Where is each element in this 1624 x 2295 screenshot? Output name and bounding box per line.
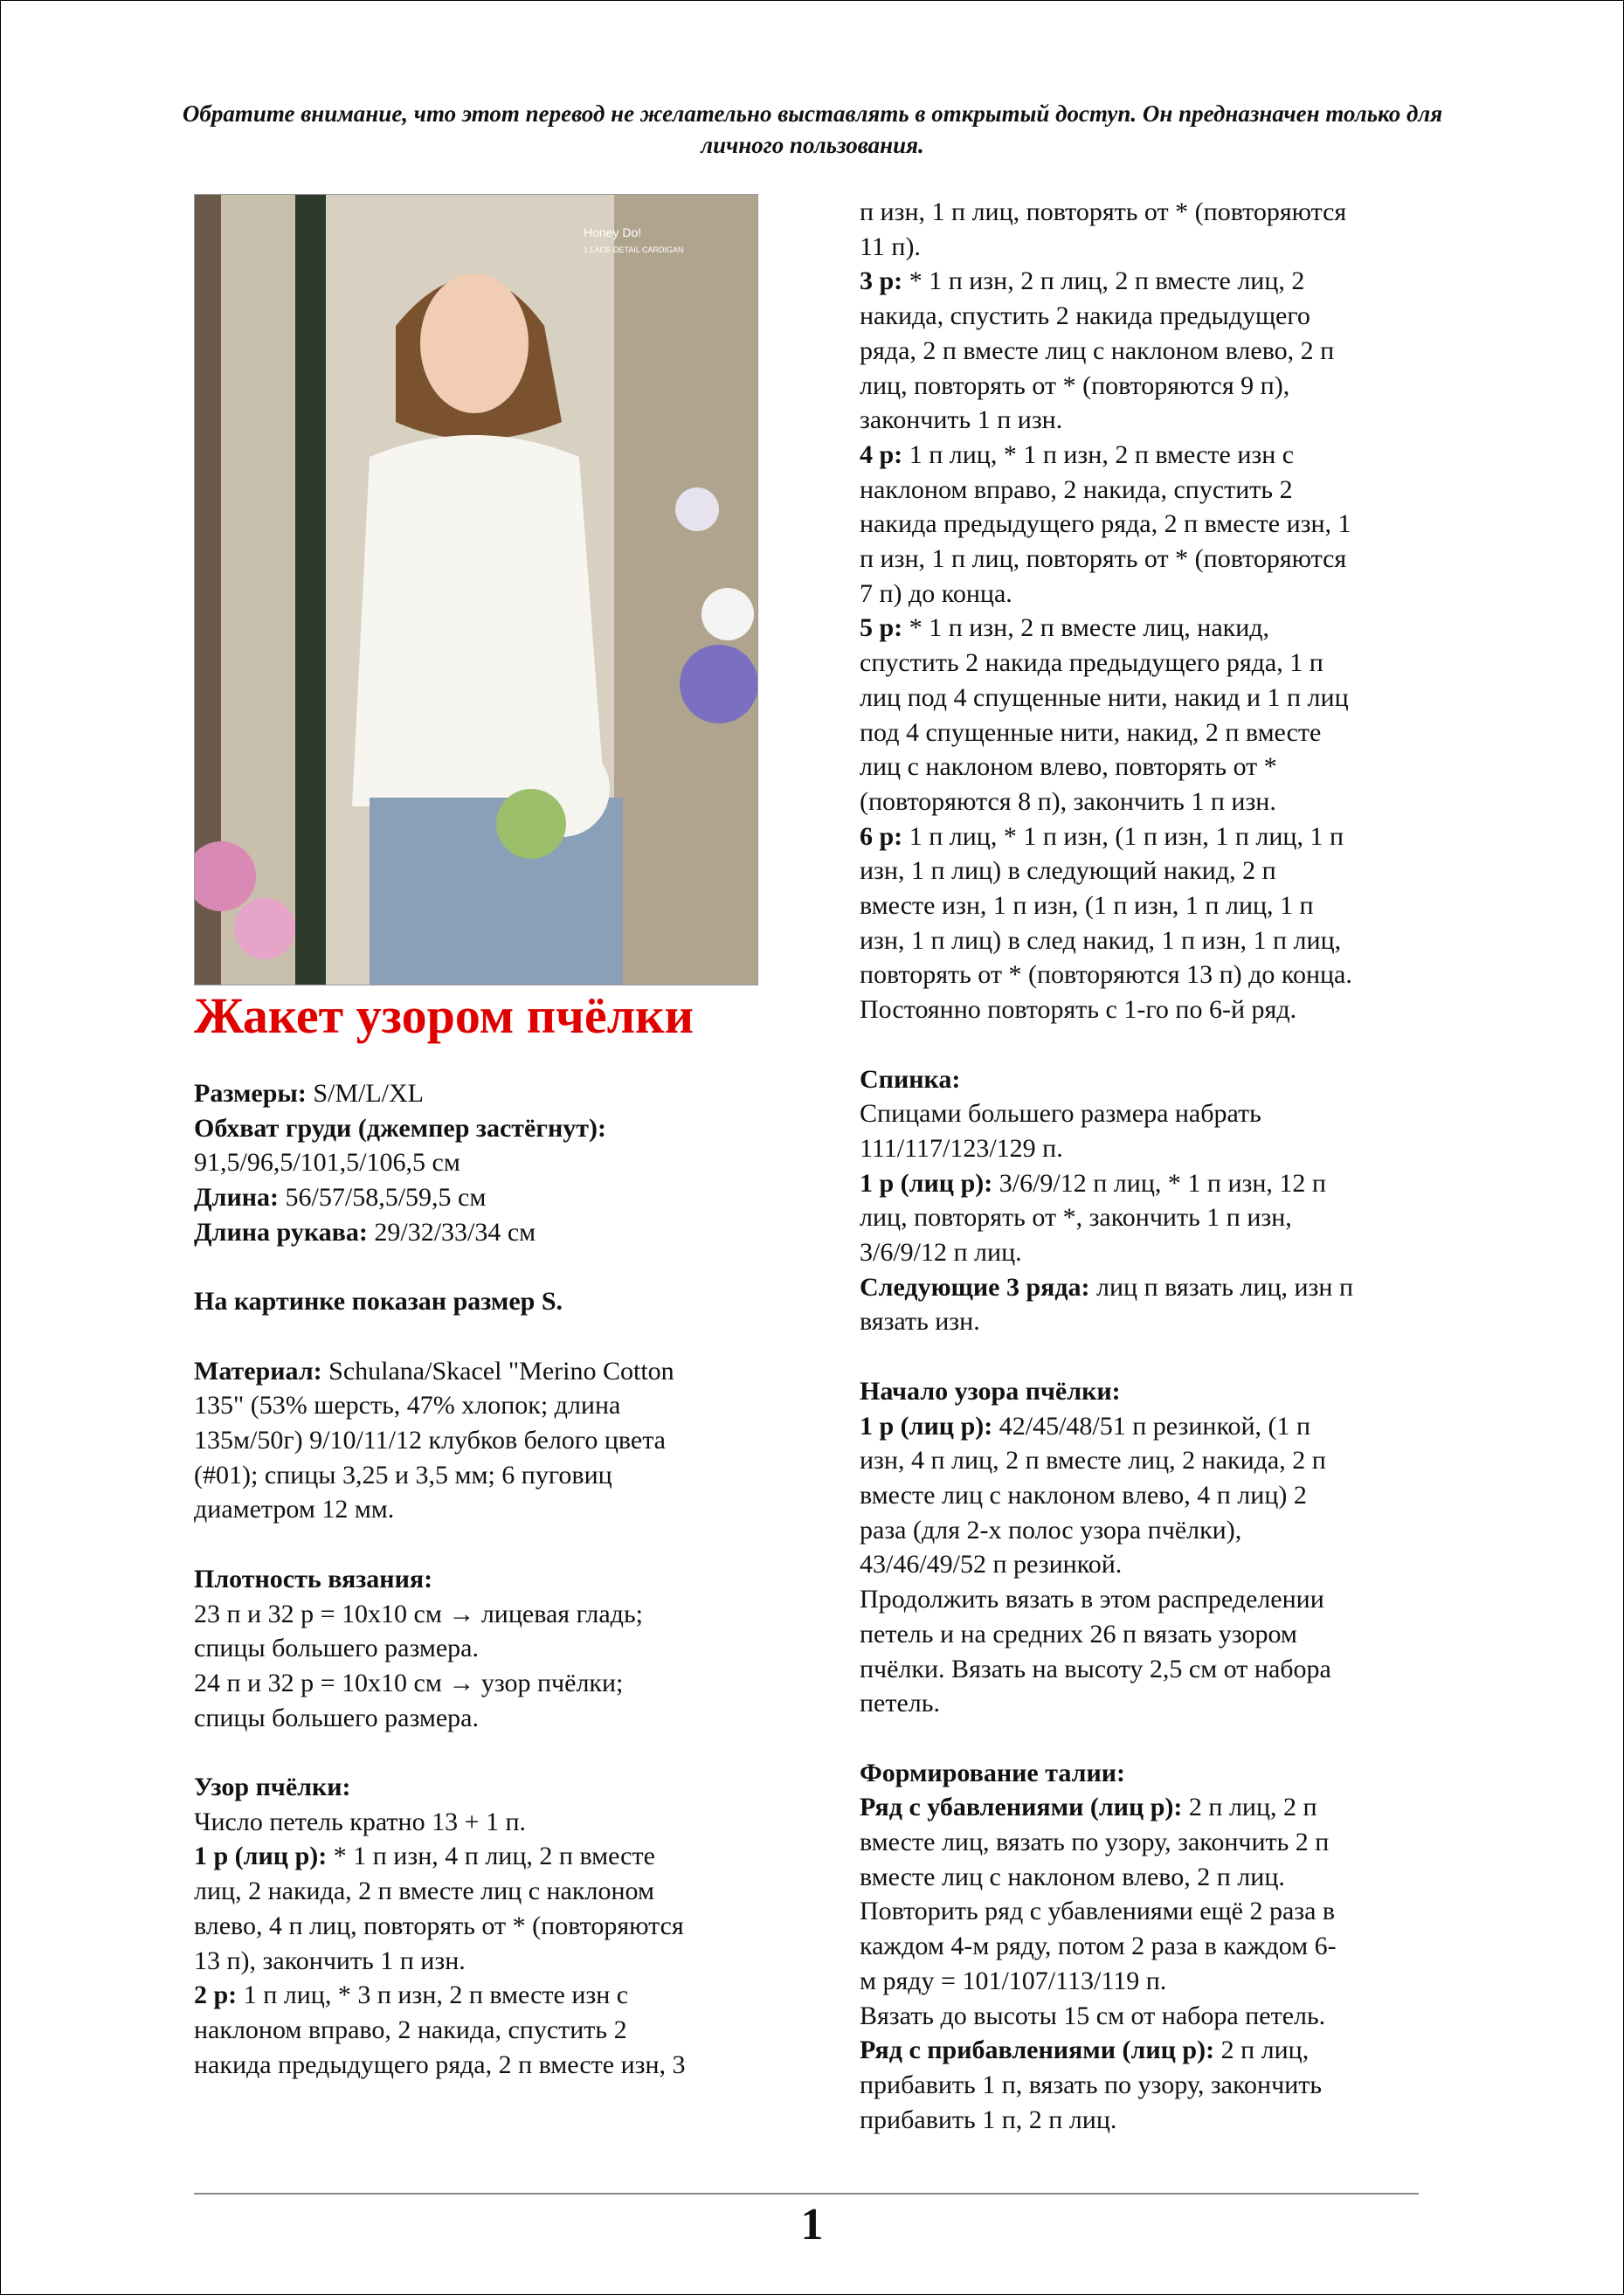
back-row1-label: 1 р (лиц р): — [860, 1168, 993, 1198]
photo-illustration — [195, 195, 757, 985]
bee-start-row1-line-3: вместе лиц с наклоном влево, 4 п лиц) 2 — [860, 1480, 1307, 1510]
repeat-instruction: Постоянно повторять с 1-го по 6-й ряд. — [860, 995, 1297, 1025]
right-column — [860, 195, 1462, 2137]
back-row1-line-2: лиц, повторять от *, закончить 1 п изн, — [860, 1203, 1292, 1233]
back-line-1: Спицами большего размера набрать — [860, 1099, 1261, 1129]
bee-start-row1-label: 1 р (лиц р): — [860, 1411, 993, 1441]
next3-line-1 — [860, 1270, 1462, 1305]
sleeve-value: 29/32/33/34 см — [374, 1217, 536, 1247]
height-instruction: Вязать до высоты 15 см от набора петель. — [860, 2001, 1326, 2030]
gauge-line-1: 23 п и 32 р = 10х10 см → лицевая гладь; — [194, 1599, 643, 1628]
material-line-3: 135м/50г) 9/10/11/12 клубков белого цвета — [194, 1426, 666, 1455]
bee-start-label: Начало узора пчёлки: — [860, 1376, 1121, 1406]
sizes-line — [194, 1076, 788, 1111]
gauge-line-3: 24 п и 32 р = 10х10 см → узор пчёлки; — [194, 1668, 624, 1697]
row5-text-1: * 1 п изн, 2 п вместе лиц, накид, — [902, 613, 1270, 643]
row3-line-2: накида, спустить 2 накида предыдущего — [860, 301, 1310, 331]
bee-pattern-label: Узор пчёлки: — [194, 1773, 351, 1801]
row4-line-1 — [860, 438, 1462, 473]
row5-line-4: под 4 спущенные нити, накид, 2 п вместе — [860, 717, 1322, 747]
row5-line-5: лиц с наклоном влево, повторять от * — [860, 752, 1277, 782]
continue-line-1: Продолжить вязать в этом распределении — [860, 1585, 1324, 1614]
repeat-decrease-line-3: м ряду = 101/107/113/119 п. — [860, 1966, 1167, 1995]
gauge-line-2: спицы большего размера. — [194, 1634, 479, 1663]
back-label: Спинка: — [860, 1064, 961, 1094]
row6-line-4: изн, 1 п лиц) в след накид, 1 п изн, 1 п лиц, — [860, 925, 1342, 955]
increase-label: Ряд с прибавлениями (лиц р): — [860, 2036, 1215, 2065]
back-line-2: 111/117/123/129 п. — [860, 1133, 1063, 1163]
row4-line-3: накида предыдущего ряда, 2 п вместе изн, 1 — [860, 509, 1351, 539]
row5-line-2: спустить 2 накида предыдущего ряда, 1 п — [860, 648, 1323, 678]
row3-line-5: закончить 1 п изн. — [860, 405, 1063, 435]
decrease-text-1: 2 п лиц, 2 п — [1182, 1793, 1317, 1822]
row6-line-3: вместе изн, 1 п изн, (1 п изн, 1 п лиц, 1 п — [860, 891, 1314, 921]
left-column — [194, 1076, 788, 2082]
row3-line-4: лиц, повторять от * (повторяются 9 п), — [860, 370, 1290, 400]
row2-line-1 — [194, 1978, 788, 2013]
model-photo — [194, 194, 758, 985]
row6-line-2: изн, 1 п лиц) в следующий накид, 2 п — [860, 856, 1276, 886]
row3-text-1: * 1 п изн, 2 п лиц, 2 п вместе лиц, 2 — [902, 266, 1305, 296]
row4-label: 4 р: — [860, 439, 903, 469]
length-label: Длина: — [194, 1183, 280, 1213]
page-title: Жакет узором пчёлки — [194, 987, 694, 1044]
sizes-label: Размеры: — [194, 1079, 307, 1108]
decrease-label: Ряд с убавлениями (лиц р): — [860, 1793, 1183, 1822]
row4-line-5: 7 п) до конца. — [860, 578, 1012, 608]
repeat-decrease-line-1: Повторить ряд с убавлениями ещё 2 раза в — [860, 1897, 1336, 1926]
next3-label: Следующие 3 ряда: — [860, 1272, 1090, 1302]
row3-line-1 — [860, 264, 1462, 299]
row2-label: 2 р: — [194, 1980, 238, 2010]
row2-line-4: п изн, 1 п лиц, повторять от * (повторяются — [860, 197, 1347, 226]
bee-start-row1-line-1 — [860, 1409, 1462, 1444]
continue-line-2: петель и на средних 26 п вязать узором — [860, 1619, 1297, 1649]
continue-line-3: пчёлки. Вязать на высоту 2,5 см от набора — [860, 1654, 1331, 1683]
row3-line-3: ряда, 2 п вместе лиц с наклоном влево, 2 п — [860, 335, 1335, 365]
footer-divider — [194, 2193, 1419, 2195]
material-label: Материал: — [194, 1356, 322, 1386]
next3-text-1: лиц п вязать лиц, изн п — [1089, 1272, 1354, 1302]
sizes-value: S/M/L/XL — [313, 1079, 424, 1108]
row2-text-1: 1 п лиц, * 3 п изн, 2 п вместе изн с — [237, 1980, 629, 2010]
row6-text-1: 1 п лиц, * 1 п изн, (1 п изн, 1 п лиц, 1 п — [902, 821, 1344, 851]
row6-line-5: повторять от * (повторяются 13 п) до конца. — [860, 960, 1352, 990]
row2-line-5: 11 п). — [860, 232, 921, 261]
material-line-5: диаметром 12 мм. — [194, 1495, 395, 1524]
bee-start-row1-line-4: раза (для 2-х полос узора пчёлки), — [860, 1515, 1242, 1545]
row2-line-3: накида предыдущего ряда, 2 п вместе изн, 3 — [194, 2050, 686, 2079]
sleeve-line — [194, 1215, 788, 1250]
row2-line-2: наклоном вправо, 2 накида, спустить 2 — [194, 2015, 627, 2044]
gauge-line-4: спицы большего размера. — [194, 1703, 479, 1732]
row5-label: 5 р: — [860, 613, 903, 643]
row1-line-2: лиц, 2 накида, 2 п вместе лиц с наклоном — [194, 1877, 654, 1906]
row5-line-3: лиц под 4 спущенные нити, накид и 1 п лиц — [860, 682, 1349, 712]
sleeve-label: Длина рукава: — [194, 1217, 368, 1247]
row5-line-1 — [860, 611, 1462, 646]
material-line-1 — [194, 1354, 788, 1389]
chest-value: 91,5/96,5/101,5/106,5 см — [194, 1148, 460, 1178]
magazine-caption-text: 1 LACE-DETAIL CARDIGAN — [584, 245, 684, 254]
copyright-notice: Обратите внимание, что этот перевод не желательно выставлять в открытый доступ. Он предназначен только для личного пользования. — [182, 100, 1443, 158]
row3-label: 3 р: — [860, 266, 903, 296]
back-row1-line-1 — [860, 1166, 1462, 1201]
row1-line-3: влево, 4 п лиц, повторять от * (повторяются — [194, 1911, 684, 1940]
repeat-decrease-line-2: каждом 4-м ряду, потом 2 раза в каждом 6- — [860, 1932, 1337, 1961]
material-line-2: 135" (53% шерсть, 47% хлопок; длина — [194, 1391, 621, 1421]
length-line — [194, 1180, 788, 1215]
row4-line-2: наклоном вправо, 2 накида, спустить 2 — [860, 474, 1293, 504]
bee-start-row1-text-1: 42/45/48/51 п резинкой, (1 п — [992, 1411, 1311, 1441]
decrease-line-2: вместе лиц, вязать по узору, закончить 2 п — [860, 1828, 1330, 1856]
continue-line-4: петель. — [860, 1689, 940, 1718]
row4-line-4: п изн, 1 п лиц, повторять от * (повторяются — [860, 544, 1347, 574]
magazine-header-text: Honey Do! — [584, 225, 642, 239]
row4-text-1: 1 п лиц, * 1 п изн, 2 п вместе изн с — [902, 439, 1295, 469]
row1-text-1: * 1 п изн, 4 п лиц, 2 п вместе — [327, 1842, 655, 1871]
row1-line-4: 13 п), закончить 1 п изн. — [194, 1946, 466, 1975]
row6-label: 6 р: — [860, 821, 903, 851]
page-number: 1 — [800, 2200, 824, 2250]
chest-label: Обхват груди (джемпер застёгнут): — [194, 1113, 606, 1143]
next3-line-2: вязать изн. — [860, 1307, 980, 1337]
bee-start-row1-line-2: изн, 4 п лиц, 2 п вместе лиц, 2 накида, 2 п — [860, 1446, 1326, 1476]
back-row1-text-1: 3/6/9/12 п лиц, * 1 п изн, 12 п — [992, 1168, 1326, 1198]
gauge-label: Плотность вязания: — [194, 1564, 433, 1593]
increase-line-1 — [860, 2033, 1462, 2068]
shown-size: На картинке показан размер S. — [194, 1287, 563, 1317]
waist-label: Формирование талии: — [860, 1758, 1125, 1787]
bee-pattern-multiple: Число петель кратно 13 + 1 п. — [194, 1807, 527, 1836]
length-value: 56/57/58,5/59,5 см — [285, 1183, 487, 1213]
material-line-4: (#01); спицы 3,25 и 3,5 мм; 6 пуговиц — [194, 1460, 612, 1490]
row5-line-6: (повторяются 8 п), закончить 1 п изн. — [860, 786, 1276, 816]
increase-line-2: прибавить 1 п, вязать по узору, закончить — [860, 2070, 1323, 2099]
increase-line-3: прибавить 1 п, 2 п лиц. — [860, 2105, 1117, 2134]
decrease-line-3: вместе лиц с наклоном влево, 2 п лиц. — [860, 1862, 1285, 1891]
back-row1-line-3: 3/6/9/12 п лиц. — [860, 1238, 1022, 1268]
row1-label: 1 р (лиц р): — [194, 1842, 328, 1871]
increase-text-1: 2 п лиц, — [1214, 2036, 1310, 2065]
row1-line-1 — [194, 1839, 788, 1874]
bee-start-row1-line-5: 43/46/49/52 п резинкой. — [860, 1550, 1123, 1580]
row6-line-1 — [860, 819, 1462, 854]
material-text-1: Schulana/Skacel "Merino Cotton — [328, 1356, 674, 1386]
decrease-line-1 — [860, 1790, 1462, 1825]
